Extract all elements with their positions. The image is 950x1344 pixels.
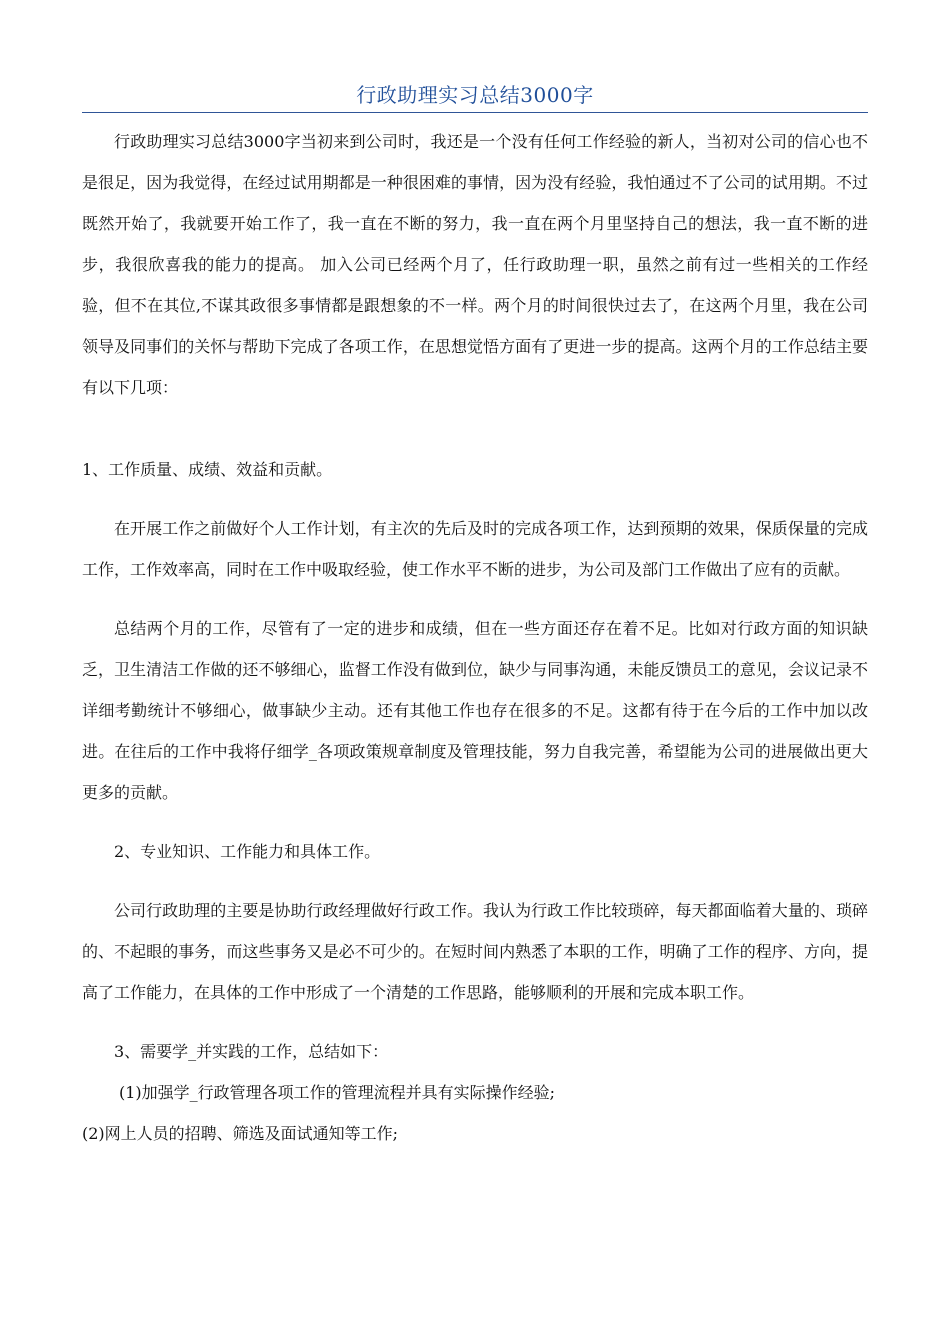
intro-paragraph: 行政助理实习总结3000字当初来到公司时，我还是一个没有任何工作经验的新人，当初对公司的信心也不是很足，因为我觉得，在经过试用期都是一种很困难的事情，因为没有经验，我怕通过不了公司的试用期。不过既然开始了，我就要开始工作了，我一直在不断的努力，我一直在两个月里坚持自己的想法，我一直不断的进步，我很欣喜我的能力的提高。 加入公司已经两个月了，任行政助理一职，虽然之前有过一些相关的工作经验，但不在其位,不谋其政很多事情都是跟想象的不一样。两个月的时间很快过去了，在这两个月里，我在公司领导及同事们的关怀与帮助下完成了各项工作，在思想觉悟方面有了更进一步的提高。这两个月的工作总结主要有以下几项： bbox=[82, 132, 868, 397]
section-heading-3: 3、需要学_并实践的工作，总结如下： bbox=[114, 1042, 389, 1061]
document-title: 行政助理实习总结3000字 bbox=[356, 83, 594, 107]
list-item-1: (1)加强学_行政管理各项工作的管理流程并具有实际操作经验; bbox=[119, 1083, 556, 1102]
document-body bbox=[82, 121, 868, 1154]
paragraph-job-duties: 公司行政助理的主要是协助行政经理做好行政工作。我认为行政工作比较琐碎，每天都面临着大量的、琐碎的、不起眼的事务，而这些事务又是必不可少的。在短时间内熟悉了本职的工作，明确了工作的程序、方向，提高了工作能力，在具体的工作中形成了一个清楚的工作思路，能够顺利的开展和完成本职工作。 bbox=[82, 901, 868, 1002]
paragraph-summary: 总结两个月的工作，尽管有了一定的进步和成绩，但在一些方面还存在着不足。比如对行政方面的知识缺乏，卫生清洁工作做的还不够细心，监督工作没有做到位，缺少与同事沟通，未能反馈员工的意见，会议记录不详细考勤统计不够细心，做事缺少主动。还有其他工作也存在很多的不足。这都有待于在今后的工作中加以改进。在往后的工作中我将仔细学_各项政策规章制度及管理技能，努力自我完善，希望能为公司的进展做出更大更多的贡献。 bbox=[82, 619, 868, 802]
paragraph-work-plan: 在开展工作之前做好个人工作计划，有主次的先后及时的完成各项工作，达到预期的效果，保质保量的完成工作，工作效率高，同时在工作中吸取经验，使工作水平不断的进步，为公司及部门工作做出了应有的贡献。 bbox=[82, 519, 868, 579]
list-item-2: (2)网上人员的招聘、筛选及面试通知等工作; bbox=[82, 1124, 399, 1143]
section-heading-1: 1、工作质量、成绩、效益和贡献。 bbox=[82, 460, 333, 479]
section-heading-2: 2、专业知识、工作能力和具体工作。 bbox=[114, 842, 381, 861]
document-header bbox=[82, 82, 868, 113]
